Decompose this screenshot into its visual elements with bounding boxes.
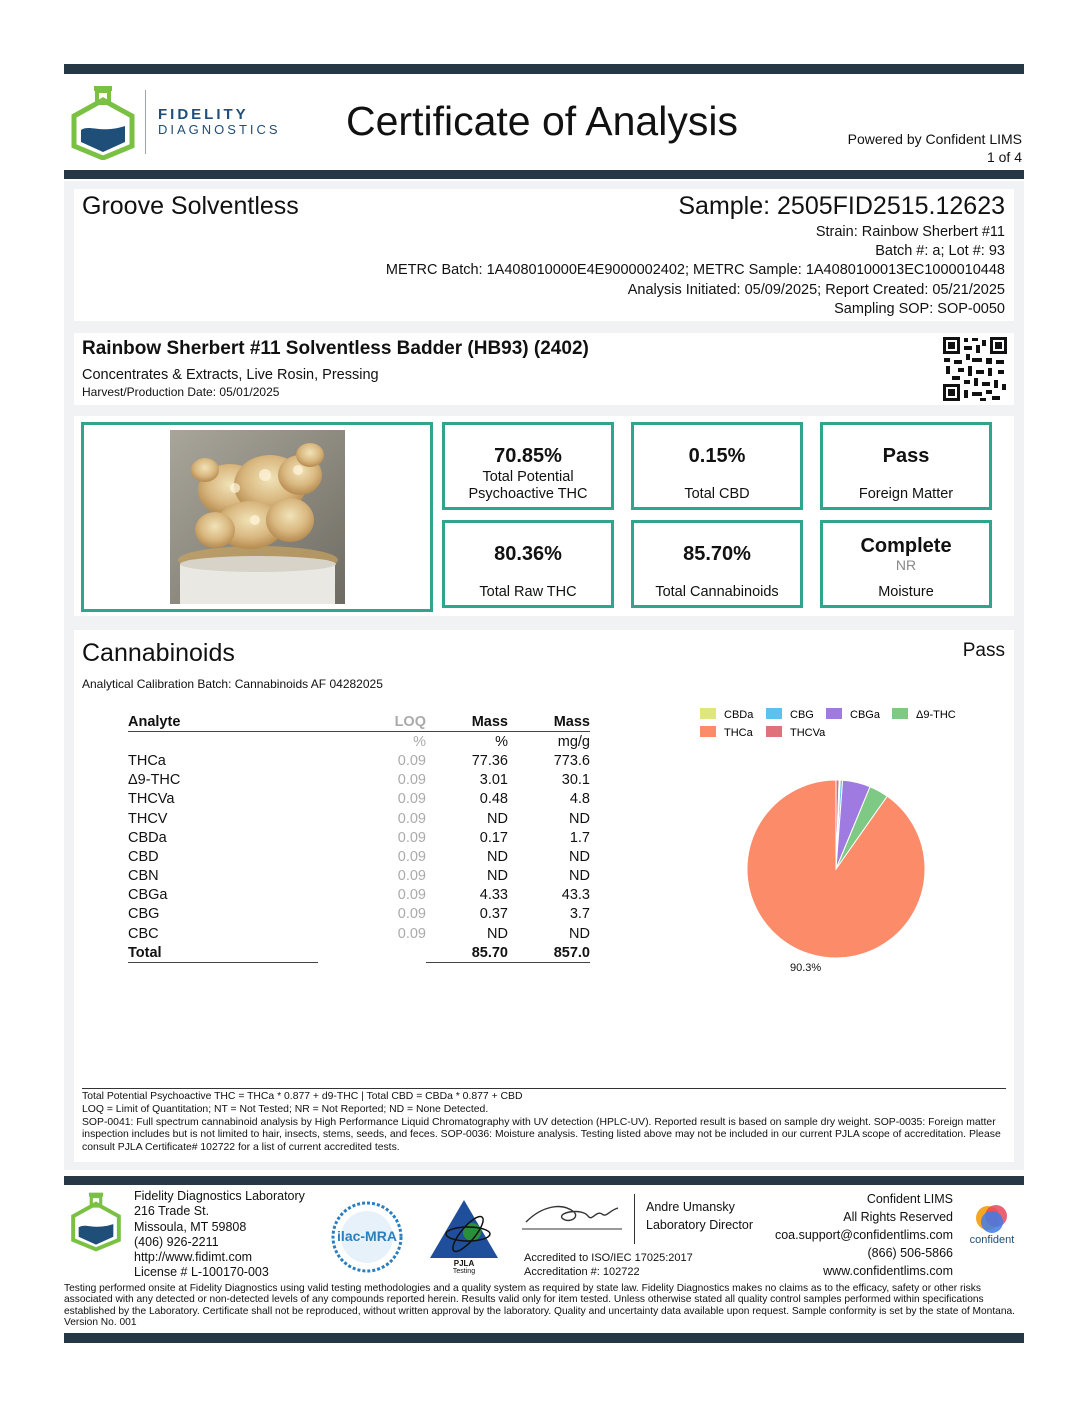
metrc-info: METRC Batch: 1A408010000E4E9000002402; METRC Sample: 1A4080100013EC1000010448 bbox=[385, 262, 1005, 278]
mass-pct-cell: 0.37 bbox=[479, 906, 508, 923]
confident-email[interactable]: coa.support@confidentlims.com bbox=[774, 1228, 953, 1242]
mass-pct-cell: ND bbox=[487, 925, 508, 942]
legend-swatch bbox=[766, 708, 782, 719]
mass-mg-cell: 4.8 bbox=[569, 791, 590, 808]
analyte-cell: CBC bbox=[128, 925, 159, 942]
accreditation-number: Accreditation #: 102722 bbox=[524, 1266, 640, 1278]
tile-total-cannabinoids bbox=[631, 520, 803, 608]
table-row bbox=[128, 828, 590, 847]
pie-legend bbox=[700, 706, 980, 751]
mass-mg-cell: ND bbox=[569, 925, 590, 942]
tile-moisture-label: Moisture bbox=[878, 584, 934, 600]
total-label: Total bbox=[128, 943, 318, 963]
mass-mg-cell: ND bbox=[569, 868, 590, 885]
tile-foreign-matter-label: Foreign Matter bbox=[858, 486, 954, 502]
table-row bbox=[128, 867, 590, 886]
header-bar bbox=[64, 170, 1024, 179]
tile-total-cbd-value: 0.15% bbox=[688, 445, 746, 467]
sampling-sop: Sampling SOP: SOP-0050 bbox=[834, 301, 1005, 317]
legend-swatch bbox=[700, 708, 716, 719]
tile-total-raw-thc bbox=[442, 520, 614, 608]
mass-mg-cell: ND bbox=[569, 810, 590, 827]
pie-chart-svg bbox=[745, 778, 927, 960]
pjla-logo bbox=[428, 1198, 500, 1278]
header-mass-mg: Mass bbox=[553, 713, 590, 730]
mass-mg-cell: 30.1 bbox=[561, 772, 590, 789]
table-header-row bbox=[128, 712, 590, 732]
calibration-batch: Analytical Calibration Batch: Cannabinoids AF 04282025 bbox=[82, 677, 383, 691]
product-category: Concentrates & Extracts, Live Rosin, Pressing bbox=[82, 367, 379, 383]
cannabinoids-title: Cannabinoids bbox=[82, 639, 235, 667]
legend-label: CBDa bbox=[724, 709, 754, 721]
client-name: Groove Solventless bbox=[82, 192, 299, 220]
legend-label: Δ9-THC bbox=[916, 709, 956, 721]
tile-moisture bbox=[820, 520, 992, 608]
unit-analyte bbox=[128, 732, 318, 752]
tile-total-thc-value: 70.85% bbox=[494, 445, 562, 467]
table-row bbox=[128, 886, 590, 905]
mass-mg-cell: 3.7 bbox=[569, 906, 590, 923]
page-title: Certificate of Analysis bbox=[346, 98, 738, 144]
analysis-dates: Analysis Initiated: 05/09/2025; Report Created: 05/21/2025 bbox=[627, 282, 1005, 298]
analyte-cell: THCa bbox=[128, 752, 166, 769]
loq-cell: 0.09 bbox=[397, 868, 426, 885]
mass-mg-cell: ND bbox=[569, 848, 590, 865]
accreditation-standard: Accredited to ISO/IEC 17025:2017 bbox=[524, 1252, 693, 1264]
notes-divider bbox=[82, 1088, 1006, 1089]
loq-cell: 0.09 bbox=[397, 791, 426, 808]
lab-city: Missoula, MT 59808 bbox=[134, 1219, 247, 1234]
mass-pct-cell: 3.01 bbox=[479, 772, 508, 789]
analyte-cell: CBD bbox=[128, 848, 159, 865]
loq-cell: 0.09 bbox=[397, 925, 426, 942]
signature bbox=[522, 1196, 622, 1232]
note-methods: SOP-0041: Full spectrum cannabinoid analysis by High Performance Liquid Chromatography with UV detection (HPLC-UV). Reported result is based on sample dry weight. SOP-0035: Foreign matter inspection includes but is not limited to hair, insects, stems, seeds, and feces. SOP-0036: Moisture analysis. Testing listed above may not be included in our current PJLA scope of accreditation. Please consult PJLA Certificate# 102722 for a list of current accredited tests. bbox=[82, 1116, 1001, 1154]
legend-label: THCVa bbox=[790, 727, 826, 739]
mass-mg-cell: 1.7 bbox=[569, 829, 590, 846]
disclaimer: Testing performed onsite at Fidelity Diagnostics using valid testing methodologies and a quality system as required by state law. Fidelity Diagnostics makes no claims as to the efficacy, safety or other risks associated with any detected or non-detected levels of any compounds reported herein. Results valid only for item tested. Unless otherwise stated all quality control samples performed within specifications established by the Laboratory. Certificate shall not be reproduced, without written approval by the laboratory. Quality and uncertainty data available upon request. Sample conformity is set by the state of Montana. Version No. 001 bbox=[64, 1283, 1015, 1329]
cannabinoids-table bbox=[128, 712, 590, 963]
footer-logo bbox=[70, 1190, 122, 1252]
pie-legend-svg bbox=[700, 706, 980, 746]
brand-name: FIDELITY bbox=[158, 106, 249, 123]
signer-name: Andre Umansky bbox=[646, 1200, 735, 1214]
powered-by: Powered by Confident LIMS bbox=[847, 131, 1022, 147]
legend-label: CBG bbox=[790, 709, 814, 721]
header-analyte: Analyte bbox=[128, 713, 181, 730]
tile-total-cbd bbox=[631, 422, 803, 510]
table-row bbox=[128, 847, 590, 866]
lab-website[interactable]: http://www.fidimt.com bbox=[134, 1250, 253, 1265]
confident-phone: (866) 506-5866 bbox=[867, 1246, 953, 1260]
legend-swatch bbox=[826, 708, 842, 719]
analyte-cell: Δ9-THC bbox=[128, 772, 181, 789]
analyte-cell: CBN bbox=[128, 868, 159, 885]
batch-lot: Batch #: a; Lot #: 93 bbox=[875, 243, 1005, 259]
table-row bbox=[128, 751, 590, 770]
loq-cell: 0.09 bbox=[397, 772, 426, 789]
lab-name: Fidelity Diagnostics Laboratory bbox=[134, 1189, 305, 1203]
header-mass-pct: Mass bbox=[471, 713, 508, 730]
brand-subname: DIAGNOSTICS bbox=[158, 122, 281, 137]
tile-moisture-value: Complete bbox=[860, 535, 952, 557]
loq-cell: 0.09 bbox=[397, 906, 426, 923]
note-formula: Total Potential Psychoactive THC = THCa * 0.877 + d9-THC | Total CBD = CBDa * 0.877 + CBD bbox=[82, 1091, 523, 1102]
table-body bbox=[128, 751, 590, 943]
mass-pct-cell: 77.36 bbox=[471, 752, 508, 769]
tile-total-raw-thc-label: Total Raw THC bbox=[479, 584, 577, 600]
analyte-cell: THCV bbox=[128, 810, 168, 827]
tile-total-thc-label: Total Potential Psychoactive THC bbox=[468, 469, 588, 502]
mass-mg-cell: 773.6 bbox=[553, 752, 590, 769]
table-row bbox=[128, 771, 590, 790]
table-units-row bbox=[128, 732, 590, 752]
table-row bbox=[128, 790, 590, 809]
tile-total-cbd-label: Total CBD bbox=[684, 486, 750, 502]
total-mass-mg: 857.0 bbox=[508, 943, 590, 963]
top-bar bbox=[64, 64, 1024, 74]
product-photo bbox=[170, 430, 345, 604]
product-name: Rainbow Sherbert #11 Solventless Badder (HB93) (2402) bbox=[82, 338, 589, 359]
signer-title: Laboratory Director bbox=[646, 1218, 753, 1232]
confident-logo-text: confident bbox=[969, 1234, 1015, 1246]
tile-foreign-matter bbox=[820, 422, 992, 510]
cannabinoids-table-wrap bbox=[128, 712, 590, 963]
loq-cell: 0.09 bbox=[397, 848, 426, 865]
footer-top-bar bbox=[64, 1176, 1024, 1185]
legend-swatch bbox=[700, 726, 716, 737]
notes bbox=[82, 1091, 1006, 1155]
analyte-cell: CBGa bbox=[128, 887, 168, 904]
confident-website[interactable]: www.confidentlims.com bbox=[823, 1264, 953, 1278]
tile-total-cannabinoids-label: Total Cannabinoids bbox=[655, 584, 779, 600]
analyte-cell: CBDa bbox=[128, 829, 167, 846]
lab-info bbox=[134, 1189, 305, 1281]
tile-total-raw-thc-value: 80.36% bbox=[494, 543, 562, 565]
ilac-mra-logo bbox=[330, 1200, 404, 1274]
mass-pct-cell: 0.17 bbox=[479, 829, 508, 846]
table-row bbox=[128, 809, 590, 828]
lab-phone: (406) 926-2211 bbox=[134, 1234, 219, 1249]
mass-pct-cell: ND bbox=[487, 868, 508, 885]
tile-total-cannabinoids-value: 85.70% bbox=[683, 543, 751, 565]
signature-divider bbox=[634, 1194, 635, 1244]
table-row bbox=[128, 924, 590, 943]
confident-logo bbox=[964, 1202, 1020, 1252]
total-loq bbox=[318, 943, 426, 963]
loq-cell: 0.09 bbox=[397, 887, 426, 904]
analyte-cell: CBG bbox=[128, 906, 160, 923]
pjla-subtext: Testing bbox=[452, 1268, 476, 1275]
legend-label: THCa bbox=[724, 727, 753, 739]
header-loq: LOQ bbox=[394, 713, 426, 730]
confident-rights: All Rights Reserved bbox=[843, 1210, 953, 1224]
legend-swatch bbox=[892, 708, 908, 719]
mass-pct-cell: ND bbox=[487, 810, 508, 827]
strain: Strain: Rainbow Sherbert #11 bbox=[815, 224, 1005, 240]
table-row bbox=[128, 905, 590, 924]
tile-foreign-matter-value: Pass bbox=[882, 445, 930, 467]
cannabinoids-status: Pass bbox=[962, 640, 1005, 661]
loq-cell: 0.09 bbox=[397, 810, 426, 827]
confident-info bbox=[775, 1190, 953, 1280]
lab-license: License # L-100170-003 bbox=[134, 1265, 269, 1280]
legend-label: CBGa bbox=[850, 709, 880, 721]
ilac-mra-text: ilac-MRA bbox=[337, 1228, 397, 1244]
qr-code[interactable] bbox=[942, 336, 1008, 402]
mass-pct-cell: 0.48 bbox=[479, 791, 508, 808]
mass-mg-cell: 43.3 bbox=[561, 887, 590, 904]
page-number: 1 of 4 bbox=[986, 149, 1022, 165]
note-abbreviations: LOQ = Limit of Quantitation; NT = Not Tested; NR = Not Reported; ND = None Detected. bbox=[82, 1103, 489, 1115]
analyte-cell: THCVa bbox=[128, 791, 175, 808]
tile-total-thc bbox=[442, 422, 614, 510]
pjla-text: PJLA bbox=[453, 1259, 475, 1268]
harvest-date: Harvest/Production Date: 05/01/2025 bbox=[82, 385, 280, 399]
lab-street: 216 Trade St. bbox=[134, 1204, 210, 1219]
pie-chart bbox=[745, 778, 927, 960]
unit-loq: % bbox=[413, 733, 426, 750]
unit-mass-mg: mg/g bbox=[557, 733, 590, 750]
table-total-row bbox=[128, 943, 590, 963]
unit-mass-pct: % bbox=[495, 733, 508, 750]
confident-name: Confident LIMS bbox=[866, 1192, 953, 1206]
mass-pct-cell: 4.33 bbox=[479, 887, 508, 904]
sample-id: Sample: 2505FID2515.12623 bbox=[678, 192, 1005, 220]
logo-divider bbox=[145, 90, 146, 154]
fidelity-logo bbox=[70, 84, 136, 160]
loq-cell: 0.09 bbox=[397, 829, 426, 846]
legend-swatch bbox=[766, 726, 782, 737]
mass-pct-cell: ND bbox=[487, 848, 508, 865]
tile-moisture-sub: NR bbox=[895, 557, 917, 573]
loq-cell: 0.09 bbox=[397, 752, 426, 769]
total-mass-pct: 85.70 bbox=[426, 943, 508, 963]
pie-annotation: 90.3% bbox=[790, 962, 822, 974]
bottom-bar bbox=[64, 1333, 1024, 1343]
